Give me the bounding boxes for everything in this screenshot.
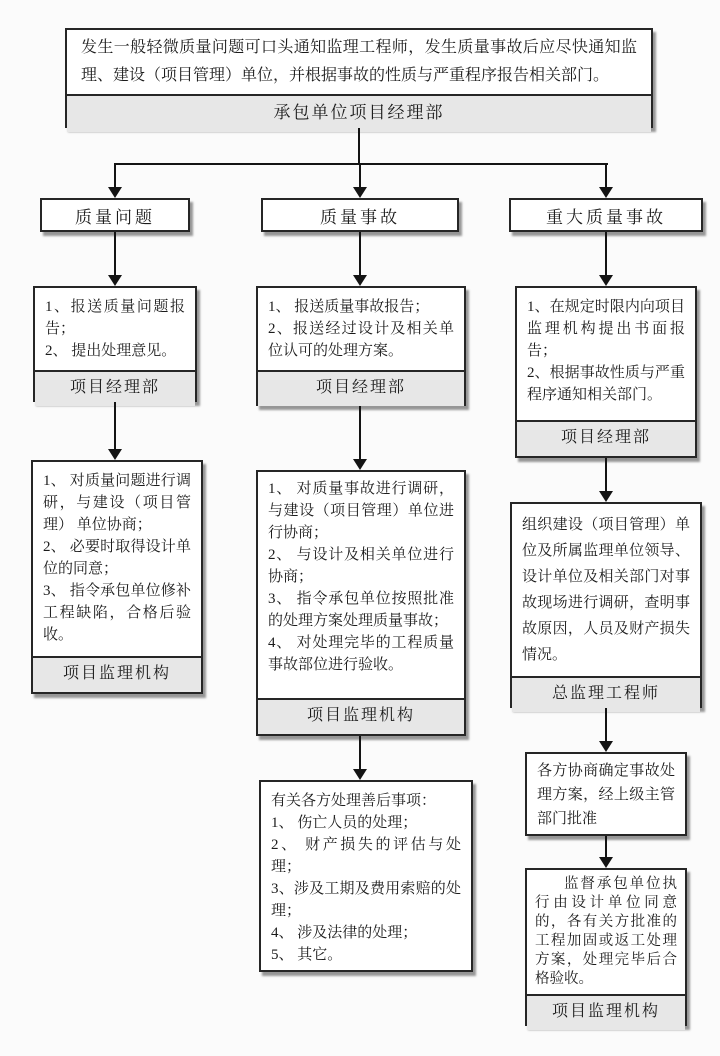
arrow-major-step1 <box>605 232 607 276</box>
accident-step1-box <box>256 286 466 406</box>
list-item: 3、 指令承包单位修补工程缺陷，合格后验收。 <box>43 583 191 643</box>
arrow-problem-step2 <box>114 402 116 450</box>
branch-quality-problem-box <box>40 198 190 232</box>
branch-major-accident-box <box>509 198 703 232</box>
arrow-problem-step1 <box>114 232 116 276</box>
list-item: 1、 对质量问题进行调研，与建设（项目管理） 单位协商； <box>43 473 191 533</box>
list-item: 2、 财产损失的评估与处理； <box>271 837 461 875</box>
accident-step1-footer: 项目经理部 <box>258 370 464 406</box>
major-plan-approval-box <box>525 752 687 836</box>
arrow-major-step2 <box>605 458 607 492</box>
accident-step1-text <box>258 288 464 370</box>
arrow-accident-step3 <box>359 736 361 770</box>
major-step2-text: 组织建设（项目管理）单位及所属监理单位领导、设计单位及相关部门对事故现场进行调研，查明事故原因，人员及财产损失情况。 <box>522 517 690 663</box>
branch-major-accident-label: 重大质量事故 <box>546 207 666 227</box>
aftermath-title: 有关各方处理善后事项： <box>271 793 437 809</box>
list-item: 3、 指令承包单位按照批准的处理方案处理质量事故； <box>268 591 454 629</box>
list-item: 1、在规定时限内向项目监理机构提出书面报告； <box>527 299 685 359</box>
major-step2-footer: 总监理工程师 <box>512 676 700 712</box>
branch-quality-accident-box <box>261 198 459 232</box>
major-step1-footer: 项目经理部 <box>517 420 695 456</box>
contractor-pm-dept-label: 承包单位项目经理部 <box>67 94 651 132</box>
problem-step2-text <box>33 462 201 654</box>
list-item: 2、 与设计及相关单位进行协商； <box>268 547 454 585</box>
problem-step2-box <box>31 460 203 694</box>
list-item: 1、 报送质量事故报告； <box>268 299 430 315</box>
major-supervise-box <box>525 868 687 1026</box>
arrow-major-step3 <box>605 708 607 742</box>
notice-box <box>65 28 653 128</box>
major-step2-box <box>510 502 702 708</box>
problem-step1-box <box>33 286 197 402</box>
problem-step1-footer: 项目经理部 <box>35 370 195 406</box>
arrow-to-major-branch <box>605 165 607 188</box>
connector-branch-bar <box>114 163 608 165</box>
notice-text: 发生一般轻微质量问题可口头通知监理工程师，发生质量事故后应尽快通知监理、建设（项目管理）单位，并根据事故的性质与严重程序报告相关部门。 <box>81 39 637 84</box>
aftermath-box <box>259 780 473 972</box>
problem-step2-footer: 项目监理机构 <box>33 656 201 692</box>
major-supervise-footer: 项目监理机构 <box>527 994 685 1030</box>
arrow-to-accident-branch <box>359 165 361 188</box>
aftermath-text <box>261 782 471 974</box>
branch-quality-problem-label: 质量问题 <box>75 207 155 227</box>
major-plan-approval-text: 各方协商确定事故处理方案，经上级主管部门批准 <box>537 763 675 827</box>
arrow-major-step4 <box>605 836 607 858</box>
connector-top-stem <box>358 128 360 164</box>
list-item: 1、报送质量问题报告； <box>45 299 185 337</box>
arrow-accident-step1 <box>359 232 361 276</box>
paragraph: 监督承包单位执行由设计单位同意的，各有关方批准的工程加固或返工处理方案，处理完毕后合格验收。 <box>535 876 677 987</box>
list-item: 2、报送经过设计及相关单位认可的处理方案。 <box>268 321 454 359</box>
arrow-accident-step2 <box>359 406 361 460</box>
accident-step2-box <box>256 470 466 736</box>
list-item: 3、涉及工期及费用索赔的处理； <box>271 881 461 919</box>
list-item: 5、 其它。 <box>271 947 343 963</box>
branch-quality-accident-label: 质量事故 <box>320 207 400 227</box>
problem-step1-text <box>35 288 195 370</box>
major-step1-text <box>517 288 695 414</box>
major-supervise-text <box>527 870 685 994</box>
major-step1-box <box>515 286 697 458</box>
list-item: 2、 提出处理意见。 <box>45 343 177 359</box>
arrow-to-problem-branch <box>114 165 116 188</box>
list-item: 2、根据事故性质与严重程序通知相关部门。 <box>527 365 685 403</box>
accident-step2-text <box>258 472 464 682</box>
list-item: 1、 对质量事故进行调研，与建设（项目管理）单位进行协商； <box>268 481 454 541</box>
list-item: 4、 涉及法律的处理； <box>271 925 418 941</box>
list-item: 1、 伤亡人员的处理； <box>271 815 418 831</box>
accident-step2-footer: 项目监理机构 <box>258 698 464 734</box>
list-item: 4、 对处理完毕的工程质量事故部位进行验收。 <box>268 635 454 673</box>
list-item: 2、 必要时取得设计单位的同意； <box>43 539 191 577</box>
